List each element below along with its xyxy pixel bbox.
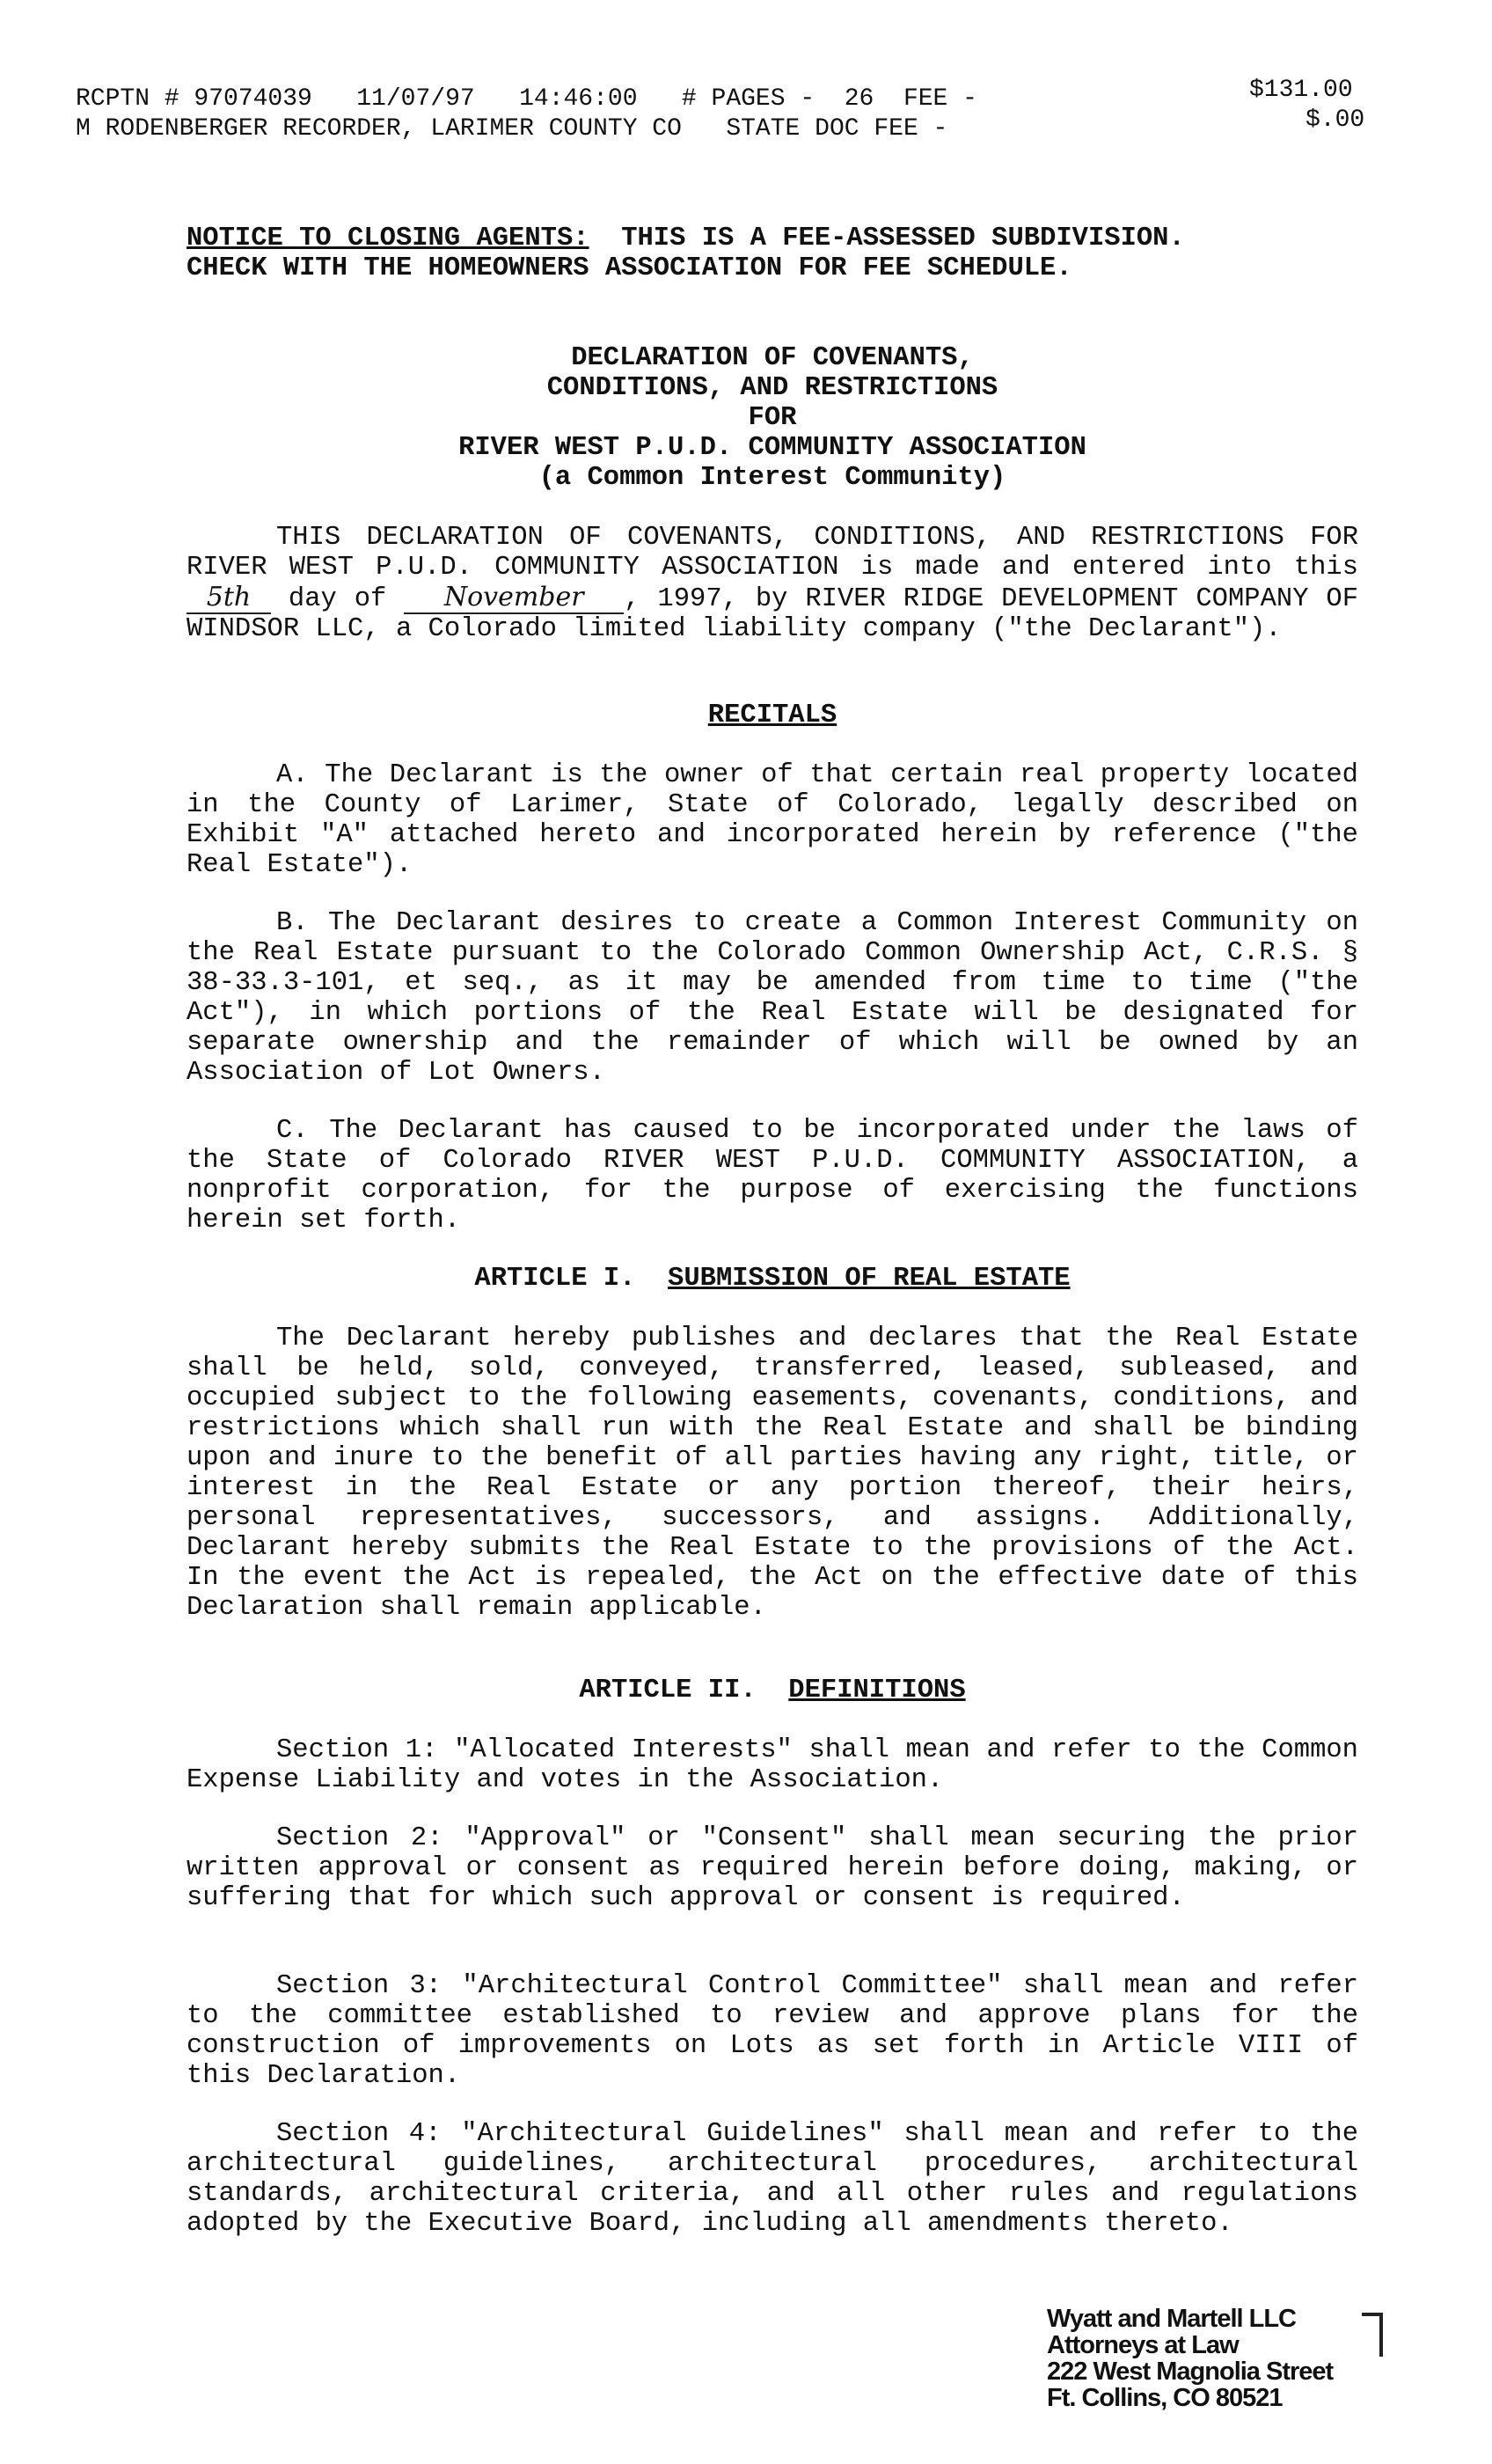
notice-label: NOTICE TO CLOSING AGENTS:	[186, 224, 589, 253]
section-4-text: Section 4: "Architectural Guidelines" shall mean and refer to the architectural guidelines, architectural procedures, architectural standards, architectural criteria, and all other rules and regulations adopted by the Executive Board, including all amendments thereto.	[186, 2119, 1358, 2239]
recital-b	[186, 908, 1358, 1088]
stamp-city: Ft. Collins, CO 80521	[1047, 2384, 1283, 2412]
intro-part-2: day of	[288, 584, 387, 614]
notice-line-1	[186, 224, 1185, 253]
section-2	[186, 1823, 1358, 1913]
recording-fee: $131.00	[1249, 77, 1353, 104]
intro-part-3: , 1997, by RIVER RIDGE DEVELOPMENT COMPANY OF WINDSOR LLC, a Colorado limited liability company ("the Declarant").	[186, 584, 1359, 644]
intro-paragraph	[186, 523, 1358, 644]
article-1-heading	[186, 1264, 1358, 1294]
article-1-number: ARTICLE I.	[474, 1264, 636, 1294]
recital-c	[186, 1116, 1358, 1236]
handwritten-day: 5th	[186, 583, 271, 614]
stamp-attorneys: Attorneys at Law	[1047, 2331, 1239, 2359]
recording-receipt-line: RCPTN # 97074039 11/07/97 14:46:00 # PAGES - 26 FEE -	[76, 85, 977, 113]
title-line-1: DECLARATION OF COVENANTS,	[571, 343, 974, 373]
article-1-title: SUBMISSION OF REAL ESTATE	[668, 1264, 1071, 1294]
notice-text-1: THIS IS A FEE-ASSESSED SUBDIVISION.	[621, 224, 1185, 253]
section-1	[186, 1735, 1358, 1795]
return-address-stamp	[1047, 2306, 1333, 2411]
recital-a-text: A. The Declarant is the owner of that certain real property located in the County of Larimer, State of Colorado, legally described on Exhibit "A" attached hereto and incorporated herein by reference ("the Real Estate").	[186, 760, 1358, 880]
article-1-body: The Declarant hereby publishes and declares that the Real Estate shall be held, sold, conveyed, transferred, leased, subleased, and occupied subject to the following easements, covenants, conditions, and restrictions which shall run with the Real Estate and shall be binding upon and inure to the benefit of all parties having any right, title, or interest in the Real Estate or any portion thereof, their heirs, personal representatives, successors, and assigns. Additionally, Declarant hereby submits the Real Estate to the provisions of the Act. In the event the Act is repealed, the Act on the effective date of this Declaration shall remain applicable.	[186, 1324, 1358, 1623]
section-4	[186, 2119, 1358, 2239]
recitals-heading: RECITALS	[707, 700, 837, 730]
recital-b-text: B. The Declarant desires to create a Common Interest Community on the Real Estate pursuant to the Colorado Common Ownership Act, C.R.S. § 38-33.3-101, et seq., as it may be amended from time to time ("the Act"), in which portions of the Real Estate will be designated for separate ownership and the remainder of which will be owned by an Association of Lot Owners.	[186, 908, 1358, 1088]
section-1-text: Section 1: "Allocated Interests" shall mean and refer to the Common Expense Liability and votes in the Association.	[186, 1735, 1358, 1795]
corner-mark-vertical	[1379, 2313, 1383, 2357]
corner-mark-horizontal	[1362, 2313, 1379, 2316]
stamp-firm-name: Wyatt and Martell LLC	[1047, 2305, 1296, 2333]
intro-part-1: THIS DECLARATION OF COVENANTS, CONDITIONS, AND RESTRICTIONS FOR RIVER WEST P.U.D. COMMUNITY ASSOCIATION is made and entered into this	[186, 523, 1358, 583]
article-2-number: ARTICLE II.	[579, 1676, 757, 1705]
article-2-title: DEFINITIONS	[788, 1676, 966, 1705]
handwritten-month: November	[404, 583, 624, 614]
title-line-3: FOR	[748, 403, 797, 433]
section-3-text: Section 3: "Architectural Control Committee" shall mean and refer to the committee established to review and approve plans for the construction of improvements on Lots as set forth in Article VIII of this Declaration.	[186, 1971, 1358, 2091]
title-line-4: RIVER WEST P.U.D. COMMUNITY ASSOCIATION	[458, 433, 1086, 463]
stamp-street: 222 West Magnolia Street	[1047, 2358, 1334, 2386]
notice-line-2: CHECK WITH THE HOMEOWNERS ASSOCIATION FOR FEE SCHEDULE.	[186, 253, 1072, 283]
article-2-heading	[186, 1676, 1358, 1705]
title-line-2: CONDITIONS, AND RESTRICTIONS	[546, 373, 998, 403]
recorder-line: M RODENBERGER RECORDER, LARIMER COUNTY CO STATE DOC FEE -	[76, 115, 948, 143]
state-doc-fee: $.00	[1306, 106, 1365, 134]
recital-c-text: C. The Declarant has caused to be incorporated under the laws of the State of Colorado RIVER WEST P.U.D. COMMUNITY ASSOCIATION, a nonprofit corporation, for the purpose of exercising the functions herein set forth.	[186, 1116, 1358, 1236]
article-1-text	[186, 1324, 1358, 1623]
document-title	[186, 343, 1358, 493]
section-2-text: Section 2: "Approval" or "Consent" shall mean securing the prior written approval or consent as required herein before doing, making, or suffering that for which such approval or consent is required.	[186, 1823, 1358, 1913]
title-line-5: (a Common Interest Community)	[538, 463, 1006, 493]
recital-a	[186, 760, 1358, 880]
section-3	[186, 1971, 1358, 2091]
